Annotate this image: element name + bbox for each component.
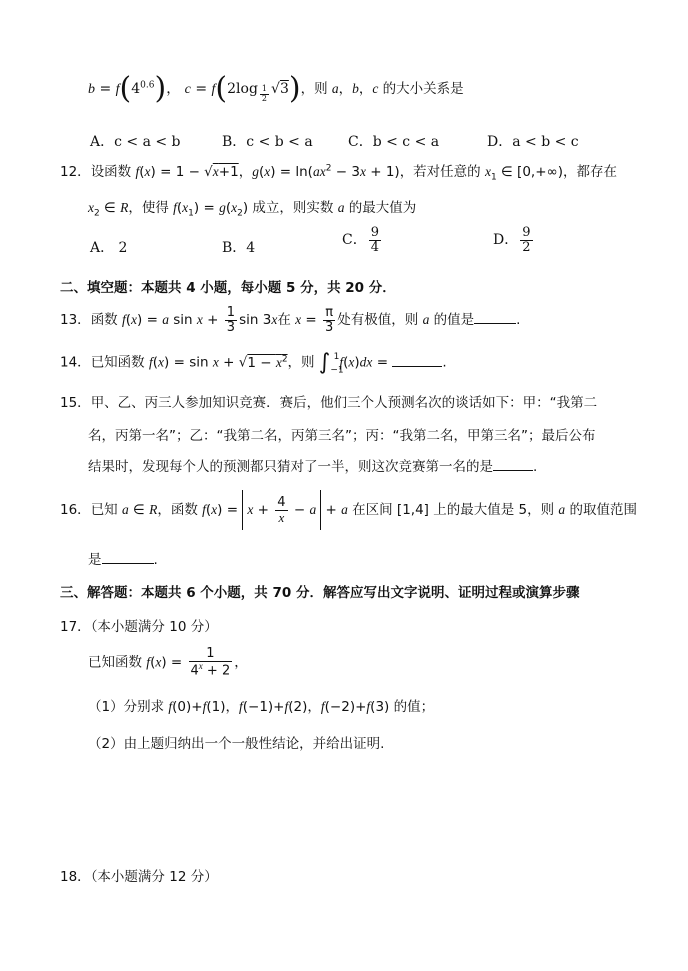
q15-line3: 结果时，发现每个人的预测都只猜对了一半，则这次竞赛第一名的是 . [88, 459, 538, 475]
q12-option-a[interactable]: A． 2 [90, 240, 128, 256]
q12-option-d[interactable]: D． $\frac{9}{2}$ [493, 225, 531, 255]
q16-line1: 16．已知 a ∈ R，函数 f(x) = x + $\frac{4}{x}$ − a + a 在区间 [1,4] 上的最大值是 5，则 a 的取值范围 [60, 490, 637, 530]
q15-line2: 名，丙第一名”；乙：“我第二名，丙第三名”；丙：“我第二名，甲第三名”；最后公布 [88, 428, 596, 444]
q11-option-c[interactable]: C．b < c < a [348, 134, 440, 150]
q13-stem: 13．函数 f(x) = a sin x + $\frac{1}{3}$ sin 3x在 x = $\frac{\pi}{3}$ 处有极值，则 a 的值是 . [60, 305, 521, 335]
q11-option-b[interactable]: B．c < b < a [222, 134, 313, 150]
section3-heading: 三、解答题：本题共 6 个小题，共 70 分．解答应写出文字说明、证明过程或演算步骤 [60, 585, 580, 601]
q17-given: 已知函数 f(x) = $\frac{1}{4^x + 2}$ ， [88, 646, 248, 678]
q14-stem: 14．已知函数 $f(x) = \sin x + √1 - x^2$，则 $\int_{-1}^1f(x)dx$ = . [60, 350, 447, 376]
q11-option-a[interactable]: A．c < a < b [90, 134, 181, 150]
q11-bc-definition: $b = f(4^{0.6})$， c = f(2log $_{\frac{1}{2}}$ √3)，则 a，b，c 的大小关系是 [88, 71, 464, 106]
section2-heading: 二、填空题：本题共 4 小题，每小题 5 分，共 20 分． [60, 280, 396, 296]
q12-option-b[interactable]: B．4 [222, 240, 256, 256]
q11-option-d[interactable]: D．a < b < c [487, 134, 579, 150]
q17-part2: （2）由上题归纳出一个一般性结论，并给出证明. [88, 736, 385, 752]
q16-line2: 是 . [88, 552, 158, 568]
q12-option-c[interactable]: C． $\frac{9}{4}$ [342, 225, 379, 255]
q17-part1: （1）分别求 f(0)+f(1)，f(−1)+f(2)，f(−2)+f(3) 的值； [88, 699, 435, 715]
q15-line1: 15．甲、乙、丙三人参加知识竞赛．赛后，他们三个人预测名次的谈话如下：甲：“我第二 [60, 395, 598, 411]
q17-header: 17．（本小题满分 10 分） [60, 619, 218, 635]
q18-header: 18．（本小题满分 12 分） [60, 869, 218, 885]
q12-stem-line2: $x_2$ ∈ R，使得 $f(x_1) = g(x_2)$ 成立，则实数 a 的最大值为 [88, 200, 417, 219]
q12-stem-line1: 12．设函数 f(x) = 1 − √x+1，$g(x) = \ln(ax^2 - 3x + 1)$，若对任意的 $x_1$ ∈ [0,+∞)，都存在 [60, 163, 618, 183]
